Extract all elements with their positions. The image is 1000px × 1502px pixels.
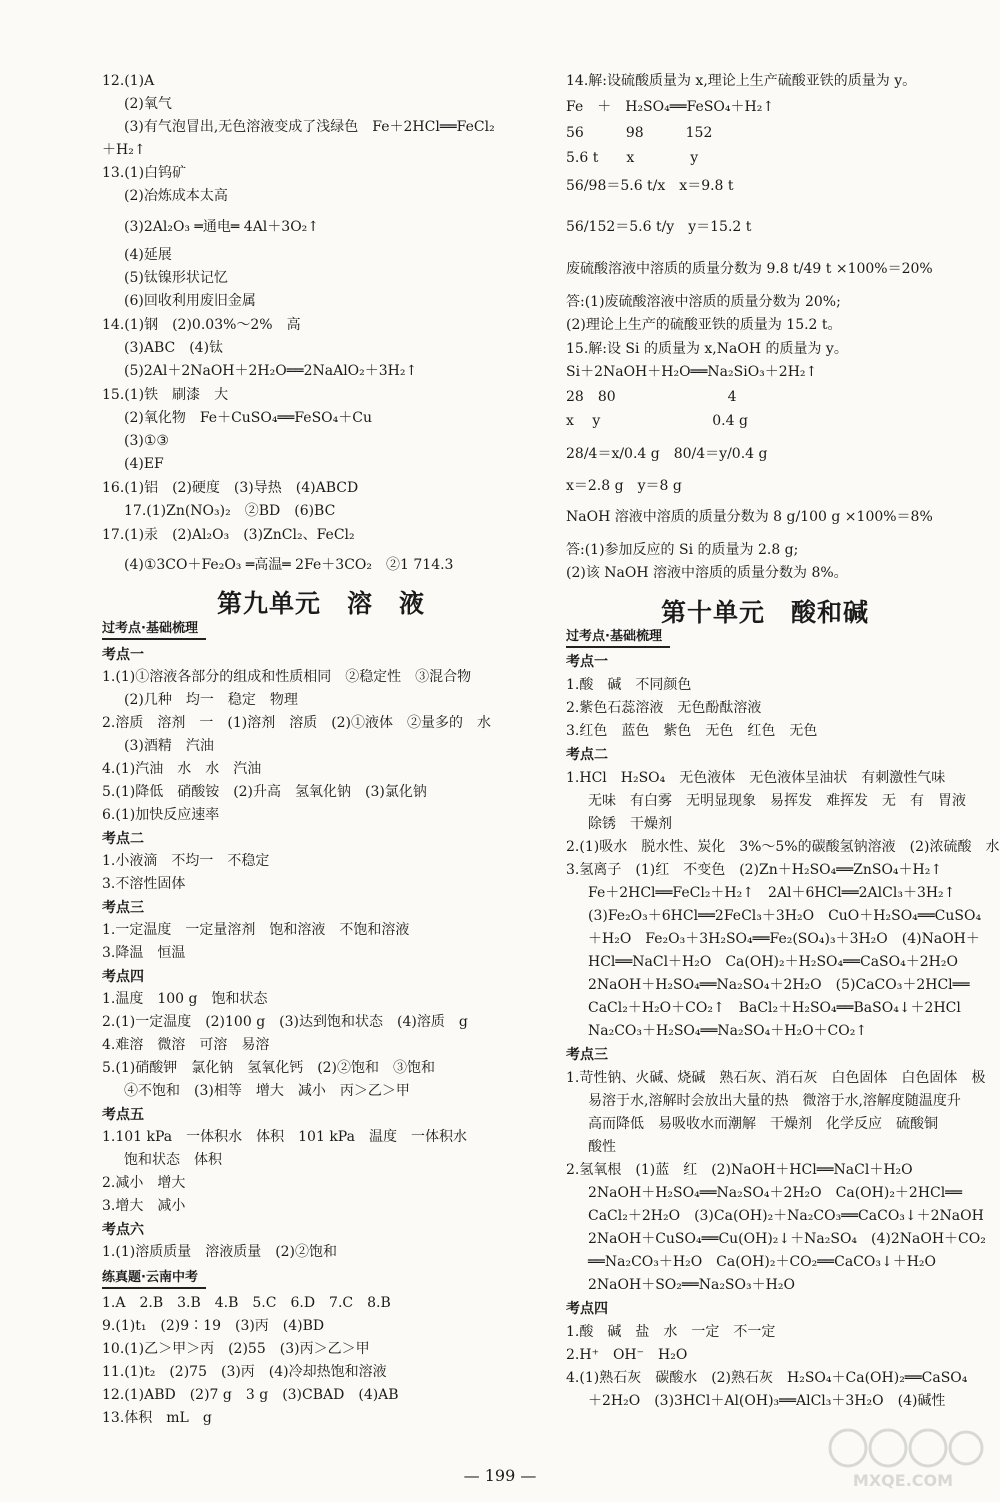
answer-line: 17.(1)Zn(NO₃)₂ ②BD (6)BC xyxy=(124,503,336,519)
answer-line: (5)钛镍形状记忆 xyxy=(124,270,228,286)
answer-line: (2)氧气 xyxy=(124,96,172,112)
answer-line: (4)①3CO＋Fe₂O₃ ═高温═ 2Fe＋3CO₂ ②1 714.3 xyxy=(124,557,454,573)
topic-heading: 考点一 xyxy=(566,654,608,670)
topic-heading: 考点三 xyxy=(102,900,144,916)
answer-line: 2.紫色石蕊溶液 无色酚酞溶液 xyxy=(566,700,762,716)
section-heading: 练真题·云南中考 xyxy=(102,1269,206,1289)
answer-line: 2NaOH＋CuSO₄══Cu(OH)₂↓＋Na₂SO₄ (4)2NaOH＋CO₂ xyxy=(588,1231,986,1247)
answer-line: 酸性 xyxy=(588,1139,616,1155)
answer-line: 2NaOH＋H₂SO₄══Na₂SO₄＋2H₂O Ca(OH)₂＋2HCl══ xyxy=(588,1185,963,1201)
answer-line: 1.(1)①溶液各部分的组成和性质相同 ②稳定性 ③混合物 xyxy=(102,669,472,685)
answer-line: 3.氢离子 (1)红 不变色 (2)Zn＋H₂SO₄══ZnSO₄＋H₂↑ xyxy=(566,862,943,878)
answer-line: (2)冶炼成本太高 xyxy=(124,188,228,204)
answer-line: 10.(1)乙＞甲＞丙 (2)55 (3)丙＞乙＞甲 xyxy=(102,1341,370,1357)
answer-line: 11.(1)t₂ (2)75 (3)丙 (4)冷却热饱和溶液 xyxy=(102,1364,387,1380)
answer-line: Na₂CO₃＋H₂SO₄══Na₂SO₄＋H₂O＋CO₂↑ xyxy=(588,1023,868,1039)
answer-line: Fe ＋ H₂SO₄══FeSO₄＋H₂↑ xyxy=(566,99,775,115)
section-heading: 过考点·基础梳理 xyxy=(102,620,206,640)
answer-line: 56 98 152 xyxy=(566,125,713,141)
answer-line: 15.(1)铁 刷漆 大 xyxy=(102,387,229,403)
answer-line: 5.6 t x y xyxy=(566,150,699,166)
answer-line: (2)氧化物 Fe＋CuSO₄══FeSO₄＋Cu xyxy=(124,410,372,426)
answer-line: 3.不溶性固体 xyxy=(102,876,186,892)
answer-line: (3)有气泡冒出,无色溶液变成了浅绿色 Fe＋2HCl══FeCl₂ xyxy=(124,119,495,135)
answer-line: 1.101 kPa 一体积水 体积 101 kPa 温度 一体积水 xyxy=(102,1129,467,1145)
answer-line: 14.解:设硫酸质量为 x,理论上生产硫酸亚铁的质量为 y。 xyxy=(566,73,917,89)
answer-line: 9.(1)t₁ (2)9∶19 (3)丙 (4)BD xyxy=(102,1318,325,1334)
answer-line: 1.(1)溶质质量 溶液质量 (2)②饱和 xyxy=(102,1244,338,1260)
topic-heading: 考点二 xyxy=(102,831,144,847)
answer-line: (3)2Al₂O₃ ═通电═ 4Al＋3O₂↑ xyxy=(124,219,320,235)
answer-line: 5.(1)降低 硝酸铵 (2)升高 氢氧化钠 (3)氯化钠 xyxy=(102,784,427,800)
answer-line: (6)回收利用废旧金属 xyxy=(124,293,256,309)
answer-line: 14.(1)钢 (2)0.03%～2% 高 xyxy=(102,317,301,333)
topic-heading: 考点四 xyxy=(566,1301,608,1317)
answer-line: (3)ABC (4)钛 xyxy=(124,340,224,356)
answer-line: 饱和状态 体积 xyxy=(124,1152,222,1168)
section-heading: 过考点·基础梳理 xyxy=(566,628,670,648)
answer-line: 2NaOH＋SO₂══Na₂SO₃＋H₂O xyxy=(588,1277,795,1293)
answer-line: CaCl₂＋2H₂O (3)Ca(OH)₂＋Na₂CO₃══CaCO₃↓＋2NaOH xyxy=(588,1208,984,1224)
answer-line: ＋2H₂O (3)3HCl＋Al(OH)₃══AlCl₃＋3H₂O (4)碱性 xyxy=(588,1393,946,1409)
answer-line: 易溶于水,溶解时会放出大量的热 微溶于水,溶解度随温度升 xyxy=(588,1093,961,1109)
answer-line: (3)①③ xyxy=(124,433,169,449)
answer-line: 12.(1)A xyxy=(102,73,155,89)
answer-line: 1.酸 碱 盐 水 一定 不一定 xyxy=(566,1324,776,1340)
answer-line: 13.体积 mL g xyxy=(102,1410,212,1426)
answer-line: 除锈 干燥剂 xyxy=(588,816,672,832)
answer-line: Fe＋2HCl══FeCl₂＋H₂↑ 2Al＋6HCl══2AlCl₃＋3H₂↑ xyxy=(588,885,956,901)
answer-line: 1.一定温度 一定量溶剂 饱和溶液 不饱和溶液 xyxy=(102,922,410,938)
watermark-text: MXQE.COM xyxy=(852,1471,954,1490)
answer-line: 2.(1)一定温度 (2)100 g (3)达到饱和状态 (4)溶质 g xyxy=(102,1014,468,1030)
answer-line: 废硫酸溶液中溶质的质量分数为 9.8 t/49 t ×100%＝20% xyxy=(566,261,933,277)
answer-line: 2.减小 增大 xyxy=(102,1175,186,1191)
answer-line: 4.(1)熟石灰 碳酸水 (2)熟石灰 H₂SO₄＋Ca(OH)₂══CaSO₄ xyxy=(566,1370,968,1386)
answer-line: HCl══NaCl＋H₂O Ca(OH)₂＋H₂SO₄══CaSO₄＋2H₂O xyxy=(588,954,958,970)
answer-line: 28 80 4 xyxy=(566,389,737,405)
answer-line: CaCl₂＋H₂O＋CO₂↑ BaCl₂＋H₂SO₄══BaSO₄↓＋2HCl xyxy=(588,1000,961,1016)
answer-line: (3)Fe₂O₃＋6HCl══2FeCl₃＋3H₂O CuO＋H₂SO₄══CuSO₄ xyxy=(588,908,982,924)
answer-line: (2)理论上生产的硫酸亚铁的质量为 15.2 t。 xyxy=(566,317,842,333)
answer-line: x y 0.4 g xyxy=(566,413,748,429)
topic-heading: 考点五 xyxy=(102,1107,144,1123)
answer-line: (4)延展 xyxy=(124,247,172,263)
answer-line: 答:(1)参加反应的 Si 的质量为 2.8 g; xyxy=(566,542,799,558)
answer-line: 16.(1)铝 (2)硬度 (3)导热 (4)ABCD xyxy=(102,480,359,496)
topic-heading: 考点二 xyxy=(566,747,608,763)
answer-line: 无味 有白雾 无明显现象 易挥发 难挥发 无 有 胃液 xyxy=(588,793,966,809)
topic-heading: 考点六 xyxy=(102,1222,144,1238)
answer-line: ＋H₂O Fe₂O₃＋3H₂SO₄══Fe₂(SO₄)₃＋3H₂O (4)NaOH＋ xyxy=(588,931,980,947)
answer-line: 6.(1)加快反应速率 xyxy=(102,807,220,823)
answer-line: 3.降温 恒温 xyxy=(102,945,186,961)
watermark-logo-icon xyxy=(818,1420,988,1492)
answer-line: (2)几种 均一 稳定 物理 xyxy=(124,692,298,708)
answer-line: Si＋2NaOH＋H₂O══Na₂SiO₃＋2H₂↑ xyxy=(566,364,818,380)
answer-line: 1.A 2.B 3.B 4.B 5.C 6.D 7.C 8.B xyxy=(102,1295,391,1311)
answer-line: x＝2.8 g y＝8 g xyxy=(566,478,682,494)
answer-line: (2)该 NaOH 溶液中溶质的质量分数为 8%。 xyxy=(566,565,848,581)
answer-line: (4)EF xyxy=(124,456,164,472)
answer-line: 2.(1)吸水 脱水性、炭化 3%～5%的碳酸氢钠溶液 (2)浓硫酸 水 xyxy=(566,839,1000,855)
page-number: — 199 — xyxy=(463,1466,537,1485)
answer-line: 1.苛性钠、火碱、烧碱 熟石灰、消石灰 白色固体 白色固体 极 xyxy=(566,1070,986,1086)
answer-line: 56/98＝5.6 t/x x＝9.8 t xyxy=(566,178,734,194)
unit-title: 第九单元 溶 液 xyxy=(217,589,426,618)
unit-title: 第十单元 酸和碱 xyxy=(661,598,870,627)
answer-line: 28/4＝x/0.4 g 80/4＝y/0.4 g xyxy=(566,446,768,462)
answer-line: 13.(1)白钨矿 xyxy=(102,165,187,181)
answer-line: 2.溶质 溶剂 一 (1)溶剂 溶质 (2)①液体 ②量多的 水 xyxy=(102,715,492,731)
answer-line: (3)酒精 汽油 xyxy=(124,738,214,754)
topic-heading: 考点一 xyxy=(102,647,144,663)
topic-heading: 考点四 xyxy=(102,969,144,985)
answer-line: 1.温度 100 g 饱和状态 xyxy=(102,991,268,1007)
answer-line: 12.(1)ABD (2)7 g 3 g (3)CBAD (4)AB xyxy=(102,1387,399,1403)
answer-line: 4.难溶 微溶 可溶 易溶 xyxy=(102,1037,270,1053)
answer-line: 17.(1)汞 (2)Al₂O₃ (3)ZnCl₂、FeCl₂ xyxy=(102,527,355,543)
topic-heading: 考点三 xyxy=(566,1047,608,1063)
answer-line: 答:(1)废硫酸溶液中溶质的质量分数为 20%; xyxy=(566,294,841,310)
answer-line: 2.氢氧根 (1)蓝 红 (2)NaOH＋HCl══NaCl＋H₂O xyxy=(566,1162,913,1178)
answer-line: NaOH 溶液中溶质的质量分数为 8 g/100 g ×100%＝8% xyxy=(566,509,933,525)
answer-line: 3.增大 减小 xyxy=(102,1198,186,1214)
answer-line: 高而降低 易吸收水而潮解 干燥剂 化学反应 硫酸铜 xyxy=(588,1116,938,1132)
answer-line: ④不饱和 (3)相等 增大 减小 丙＞乙＞甲 xyxy=(124,1083,410,1099)
answer-line: 56/152＝5.6 t/y y＝15.2 t xyxy=(566,219,752,235)
answer-line: 4.(1)汽油 水 水 汽油 xyxy=(102,761,262,777)
answer-line: ══Na₂CO₃＋H₂O Ca(OH)₂＋CO₂══CaCO₃↓＋H₂O xyxy=(588,1254,936,1270)
answer-line: 3.红色 蓝色 紫色 无色 红色 无色 xyxy=(566,723,818,739)
answer-line: 15.解:设 Si 的质量为 x,NaOH 的质量为 y。 xyxy=(566,341,848,357)
answer-line: 1.HCl H₂SO₄ 无色液体 无色液体呈油状 有刺激性气味 xyxy=(566,770,946,786)
answer-line: 2NaOH＋H₂SO₄══Na₂SO₄＋2H₂O (5)CaCO₃＋2HCl══ xyxy=(588,977,970,993)
answer-line: ＋H₂↑ xyxy=(102,142,146,158)
answer-line: 5.(1)硝酸钾 氯化钠 氢氧化钙 (2)②饱和 ③饱和 xyxy=(102,1060,436,1076)
answer-line: 2.H⁺ OH⁻ H₂O xyxy=(566,1347,688,1363)
answer-line: 1.酸 碱 不同颜色 xyxy=(566,677,692,693)
answer-line: (5)2Al＋2NaOH＋2H₂O══2NaAlO₂＋3H₂↑ xyxy=(124,363,418,379)
answer-line: 1.小液滴 不均一 不稳定 xyxy=(102,853,270,869)
